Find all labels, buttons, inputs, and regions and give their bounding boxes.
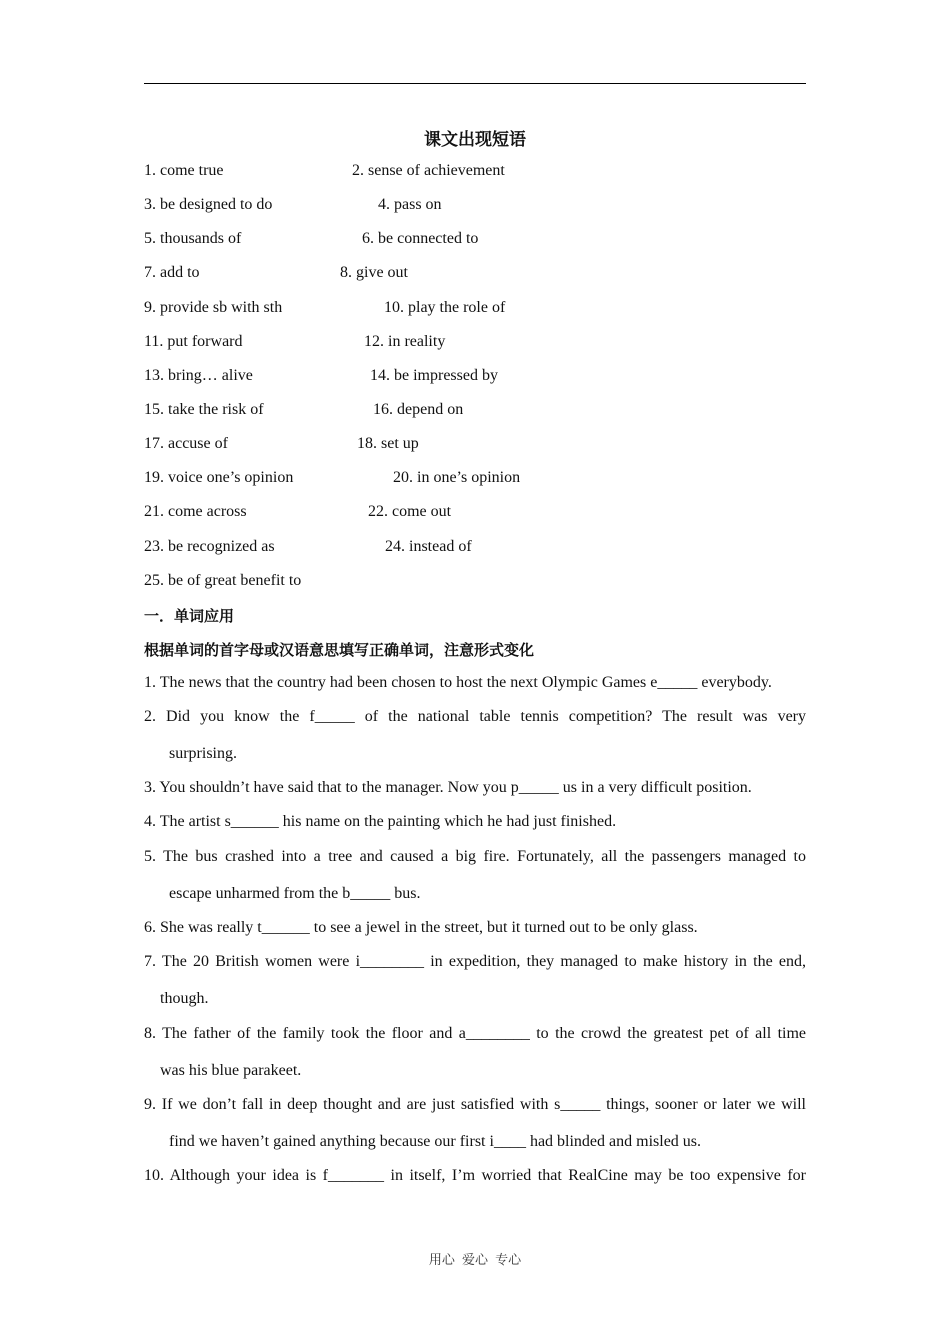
question-line: 7. The 20 British women were i________ in expedition, they managed to make history in the end,: [144, 953, 806, 970]
section-instruction: 根据单词的首字母或汉语意思填写正确单词，注意形式变化: [144, 641, 535, 659]
phrase-item: 18. set up: [357, 435, 419, 452]
phrase-item: 13. bring… alive: [144, 367, 253, 384]
phrase-item: 25. be of great benefit to: [144, 572, 302, 589]
phrase-item: 2. sense of achievement: [352, 162, 505, 179]
phrase-item: 1. come true: [144, 162, 224, 179]
question-line: 5. The bus crashed into a tree and caused a big fire. Fortunately, all the passengers managed to: [144, 848, 806, 865]
question-line: 9. If we don’t fall in deep thought and are just satisfied with s_____ things, sooner or later we will: [144, 1096, 806, 1113]
question-line-continued: was his blue parakeet.: [160, 1062, 302, 1079]
phrase-item: 15. take the risk of: [144, 401, 264, 418]
question-line-continued: find we haven’t gained anything because our first i____ had blinded and misled us.: [169, 1133, 702, 1150]
question-line: 8. The father of the family took the floor and a________ to the crowd the greatest pet of all time: [144, 1025, 806, 1042]
phrase-item: 14. be impressed by: [370, 367, 498, 384]
phrase-item: 10. play the role of: [384, 299, 506, 316]
phrase-item: 5. thousands of: [144, 230, 242, 247]
phrase-item: 22. come out: [368, 503, 452, 520]
phrase-item: 23. be recognized as: [144, 538, 275, 555]
question-line-continued: escape unharmed from the b_____ bus.: [169, 885, 421, 902]
page-title: 课文出现短语: [424, 130, 526, 150]
phrase-item: 24. instead of: [385, 538, 472, 555]
question-line-continued: surprising.: [169, 745, 237, 762]
phrase-item: 6. be connected to: [362, 230, 479, 247]
phrase-item: 16. depend on: [373, 401, 464, 418]
phrase-item: 9. provide sb with sth: [144, 299, 283, 316]
phrase-item: 12. in reality: [364, 333, 446, 350]
phrase-item: 11. put forward: [144, 333, 243, 350]
page-footer: 用心 爱心 专心: [428, 1253, 522, 1268]
phrase-item: 20. in one’s opinion: [393, 469, 521, 486]
question-line: 6. She was really t______ to see a jewel in the street, but it turned out to be only glass.: [144, 919, 698, 936]
phrase-item: 19. voice one’s opinion: [144, 469, 294, 486]
phrase-item: 17. accuse of: [144, 435, 228, 452]
phrase-item: 21. come across: [144, 503, 247, 520]
phrase-item: 3. be designed to do: [144, 196, 273, 213]
phrase-item: 8. give out: [340, 264, 408, 281]
question-line-continued: though.: [160, 990, 209, 1007]
phrase-item: 4. pass on: [378, 196, 442, 213]
header-rule: [144, 83, 806, 84]
question-line: 10. Although your idea is f_______ in itself, I’m worried that RealCine may be too expensive for: [144, 1167, 806, 1184]
section-heading: 一．单词应用: [144, 607, 235, 625]
question-line: 3. You shouldn’t have said that to the manager. Now you p_____ us in a very difficult position.: [144, 779, 752, 796]
question-line: 2. Did you know the f_____ of the national table tennis competition? The result was very: [144, 708, 806, 725]
question-line: 4. The artist s______ his name on the painting which he had just finished.: [144, 813, 617, 830]
question-line: 1. The news that the country had been chosen to host the next Olympic Games e_____ everybody.: [144, 674, 772, 691]
phrase-item: 7. add to: [144, 264, 200, 281]
